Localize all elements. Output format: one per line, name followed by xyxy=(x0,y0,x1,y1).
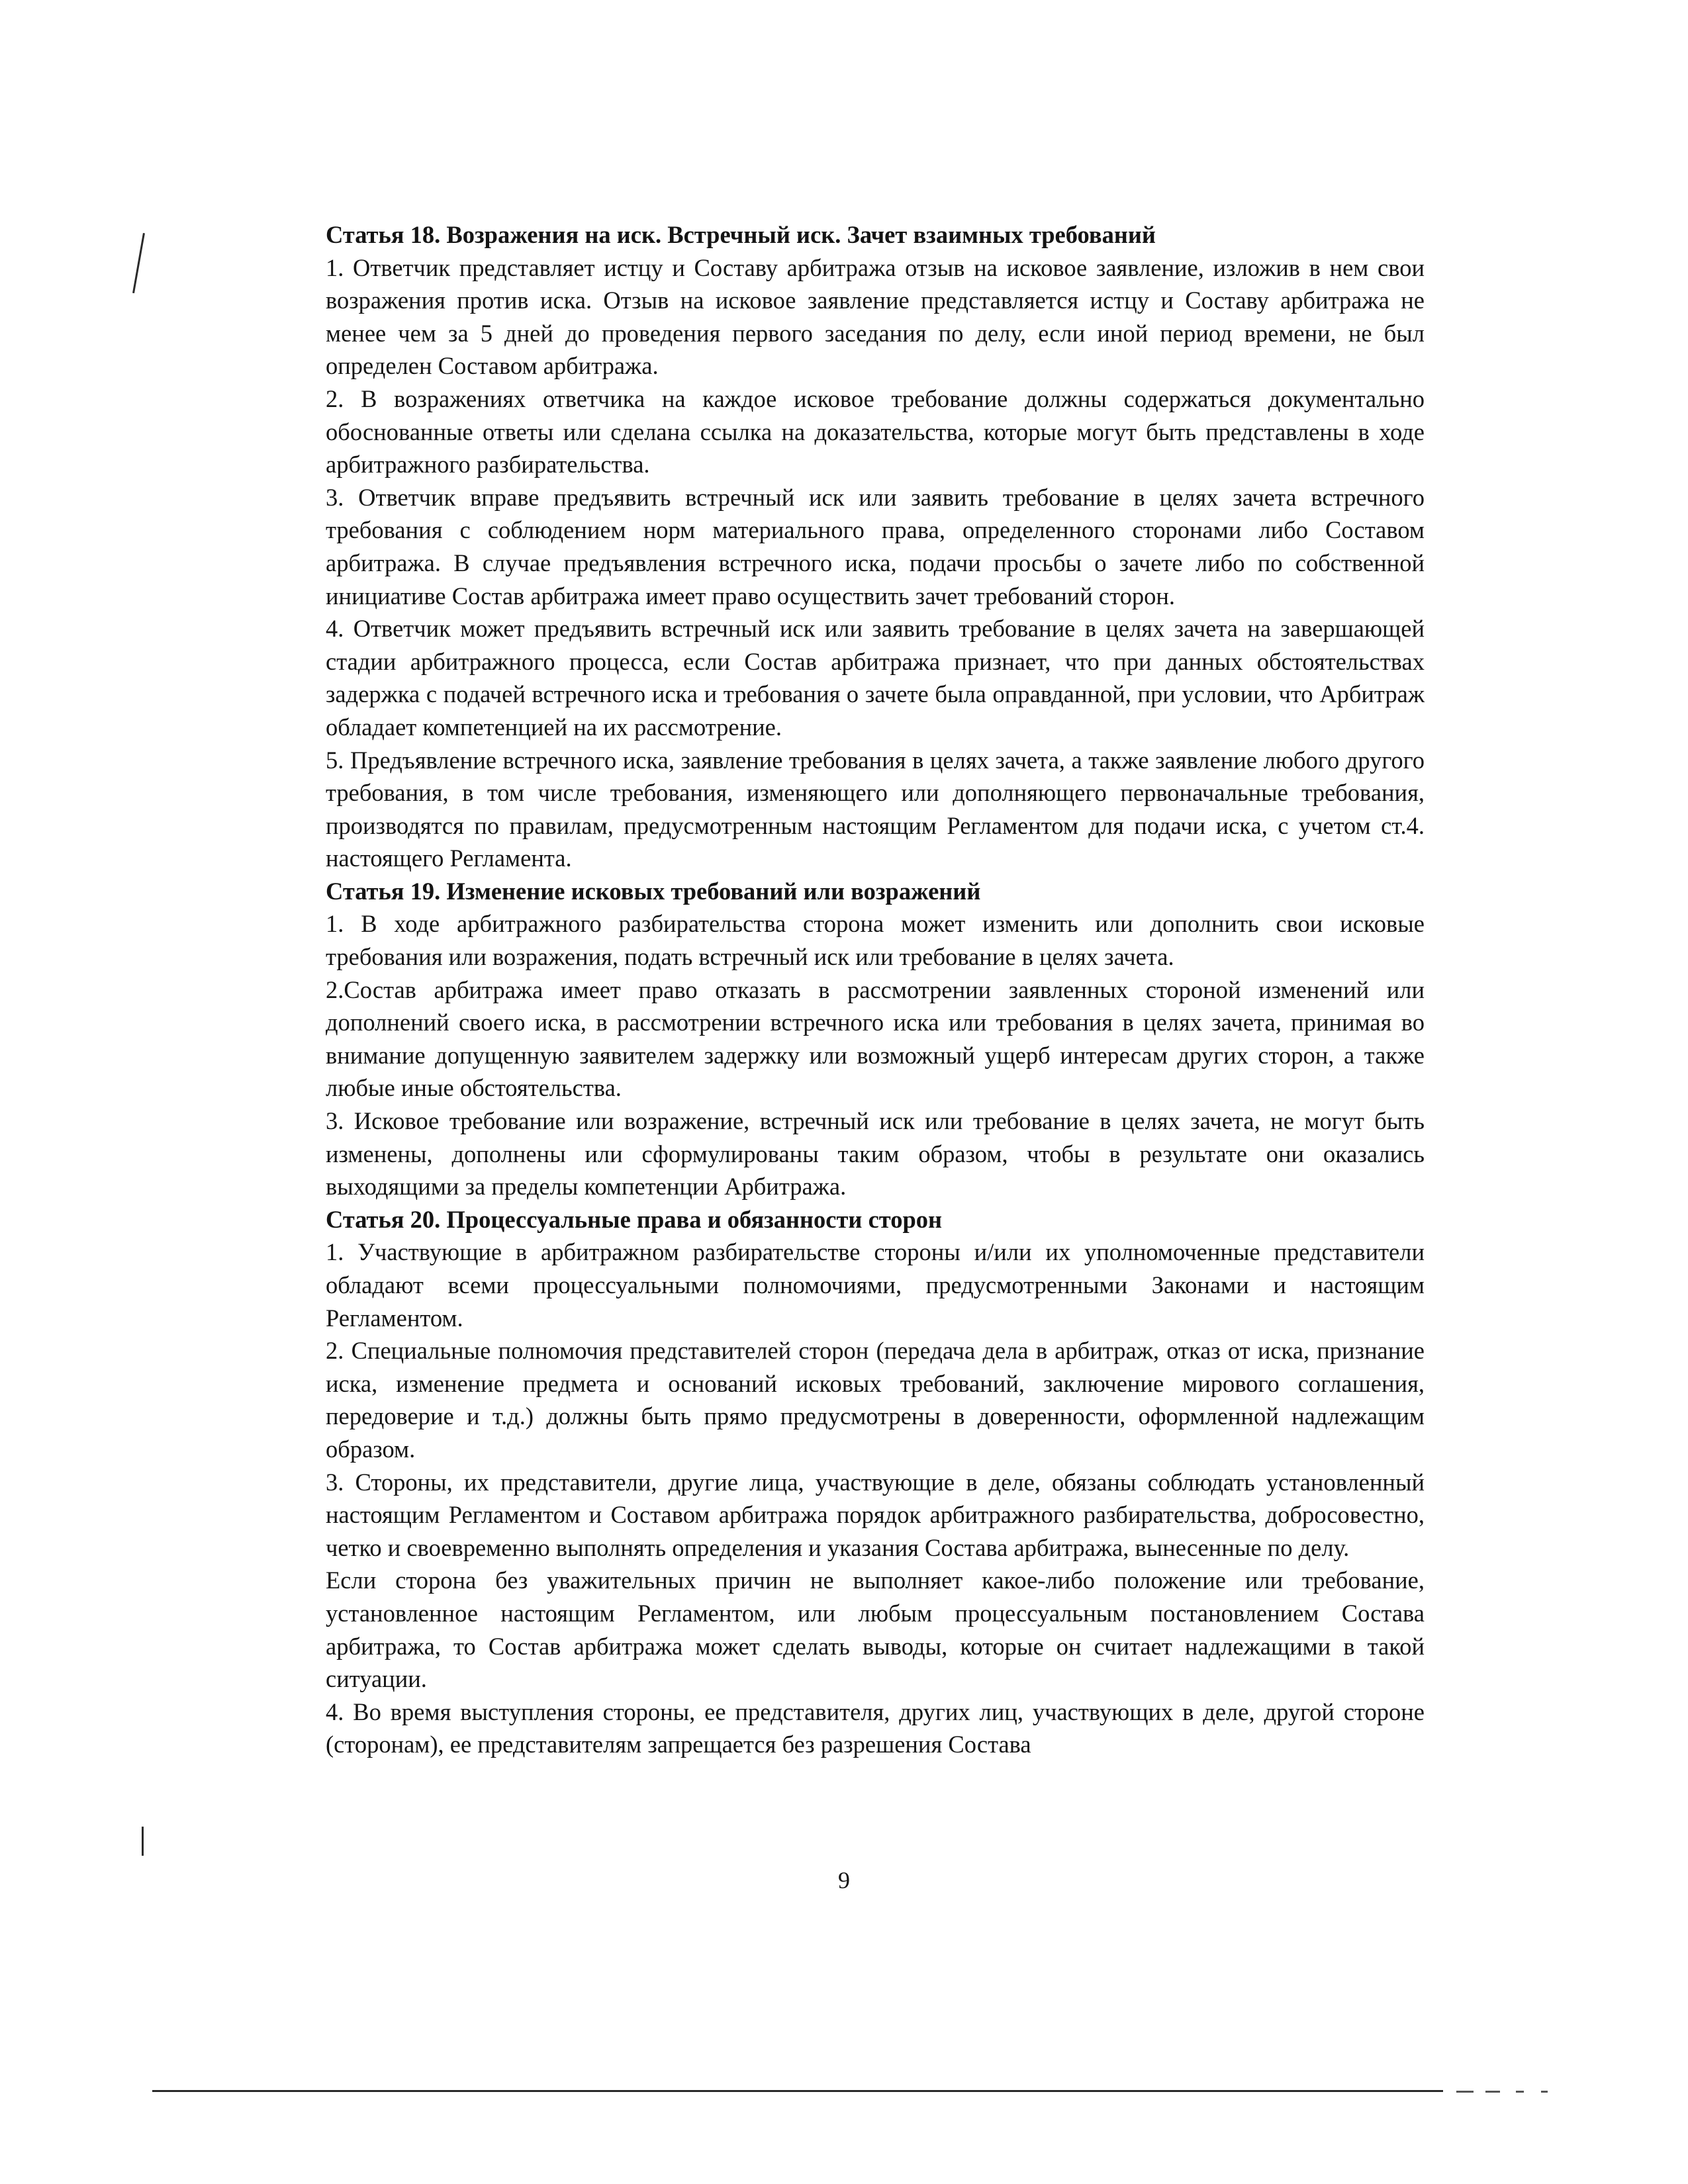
article-20-paragraph-3: 3. Стороны, их представители, другие лица, участвующие в деле, обязаны соблюдать установленный настоящим Регламентом и Составом арбитража порядок арбитражного разбирательства, добросовестно, четко и своевременно выполнять определения и указания Состава арбитража, вынесенные по делу. xyxy=(326,1468,1425,1561)
article-20-paragraph-2: 2. Специальные полномочия представителей сторон (передача дела в арбитраж, отказ от иска, признание иска, изменение предмета и оснований исковых требований, заключение мирового соглашения, передоверие и т.д.) должны быть прямо предусмотрены в доверенности, оформленной надлежащим образом. xyxy=(326,1337,1425,1463)
margin-scan-mark xyxy=(142,1827,144,1856)
bottom-scan-rule-dash xyxy=(1516,2091,1524,2093)
article-18-paragraph-3: 3. Ответчик вправе предъявить встречный иск или заявить требование в целях зачета встречного требования с соблюдением норм материального права, определенного сторонами либо Составом арбитража. В случае предъявления встречного иска, подачи просьбы о зачете либо по собственной инициативе Состав арбитража имеет право осуществить зачет требований сторон. xyxy=(326,483,1425,610)
bottom-scan-rule-dash xyxy=(1485,2091,1500,2093)
bottom-scan-rule-dash xyxy=(1456,2091,1474,2093)
article-18-paragraph-5: 5. Предъявление встречного иска, заявление требования в целях зачета, а также заявление любого другого требования, в том числе требования, изменяющего или дополняющего первоначальные требования, производятся по правилам, предусмотренным настоящим Регламентом для подачи иска, с учетом ст.4. настоящего Регламента. xyxy=(326,746,1425,872)
article-19-heading: Статья 19. Изменение исковых требований или возражений xyxy=(326,877,981,905)
article-18-paragraph-2: 2. В возражениях ответчика на каждое исковое требование должны содержаться документально обоснованные ответы или сделана ссылка на доказательства, которые могут быть представлены в ходе арбитражного разбирательства. xyxy=(326,385,1425,478)
bottom-scan-rule-dash xyxy=(1541,2091,1548,2093)
bottom-scan-rule xyxy=(152,2090,1443,2092)
article-20-heading: Статья 20. Процессуальные права и обязанности сторон xyxy=(326,1205,943,1233)
article-20-paragraph-3-continuation: Если сторона без уважительных причин не выполняет какое-либо положение или требование, установленное настоящим Регламентом, или любым процессуальным постановлением Состава арбитража, то Состав арбитража может сделать выводы, которые он считает надлежащими в такой ситуации. xyxy=(326,1567,1425,1693)
article-19-paragraph-2: 2.Состав арбитража имеет право отказать в рассмотрении заявленных стороной изменений или дополнений своего иска, в рассмотрении встречного иска или требования в целях зачета, принимая во внимание допущенную заявителем задержку или возможный ущерб интересам других сторон, а также любые иные обстоятельства. xyxy=(326,976,1425,1102)
article-18-heading: Статья 18. Возражения на иск. Встречный иск. Зачет взаимных требований xyxy=(326,221,1156,248)
article-19-paragraph-1: 1. В ходе арбитражного разбирательства сторона может изменить или дополнить свои исковые требования или возражения, подать встречный иск или требование в целях зачета. xyxy=(326,910,1425,971)
document-body xyxy=(326,218,1425,1761)
article-19-paragraph-3: 3. Исковое требование или возражение, встречный иск или требование в целях зачета, не могут быть изменены, дополнены или сформулированы таким образом, чтобы в результате они оказались выходящими за пределы компетенции Арбитража. xyxy=(326,1107,1425,1201)
article-20-paragraph-1: 1. Участвующие в арбитражном разбирательстве стороны и/или их уполномоченные представители обладают всеми процессуальными полномочиями, предусмотренными Законами и настоящим Регламентом. xyxy=(326,1238,1425,1332)
article-20-paragraph-4: 4. Во время выступления стороны, ее представителя, других лиц, участвующих в деле, другой стороне (сторонам), ее представителям запрещается без разрешения Состава xyxy=(326,1698,1425,1758)
margin-scan-mark xyxy=(132,233,145,293)
page-number: 9 xyxy=(838,1867,850,1893)
article-18-paragraph-4: 4. Ответчик может предъявить встречный иск или заявить требование в целях зачета на завершающей стадии арбитражного процесса, если Состав арбитража признает, что при данных обстоятельствах задержка с подачей встречного иска и требования о зачете была оправданной, при условии, что Арбитраж обладает компетенцией на их рассмотрение. xyxy=(326,615,1425,741)
article-18-paragraph-1: 1. Ответчик представляет истцу и Составу арбитража отзыв на исковое заявление, изложив в нем свои возражения против иска. Отзыв на исковое заявление представляется истцу и Составу арбитража не менее чем за 5 дней до проведения первого заседания по делу, если иной период времени, не был определен Составом арбитража. xyxy=(326,253,1425,380)
